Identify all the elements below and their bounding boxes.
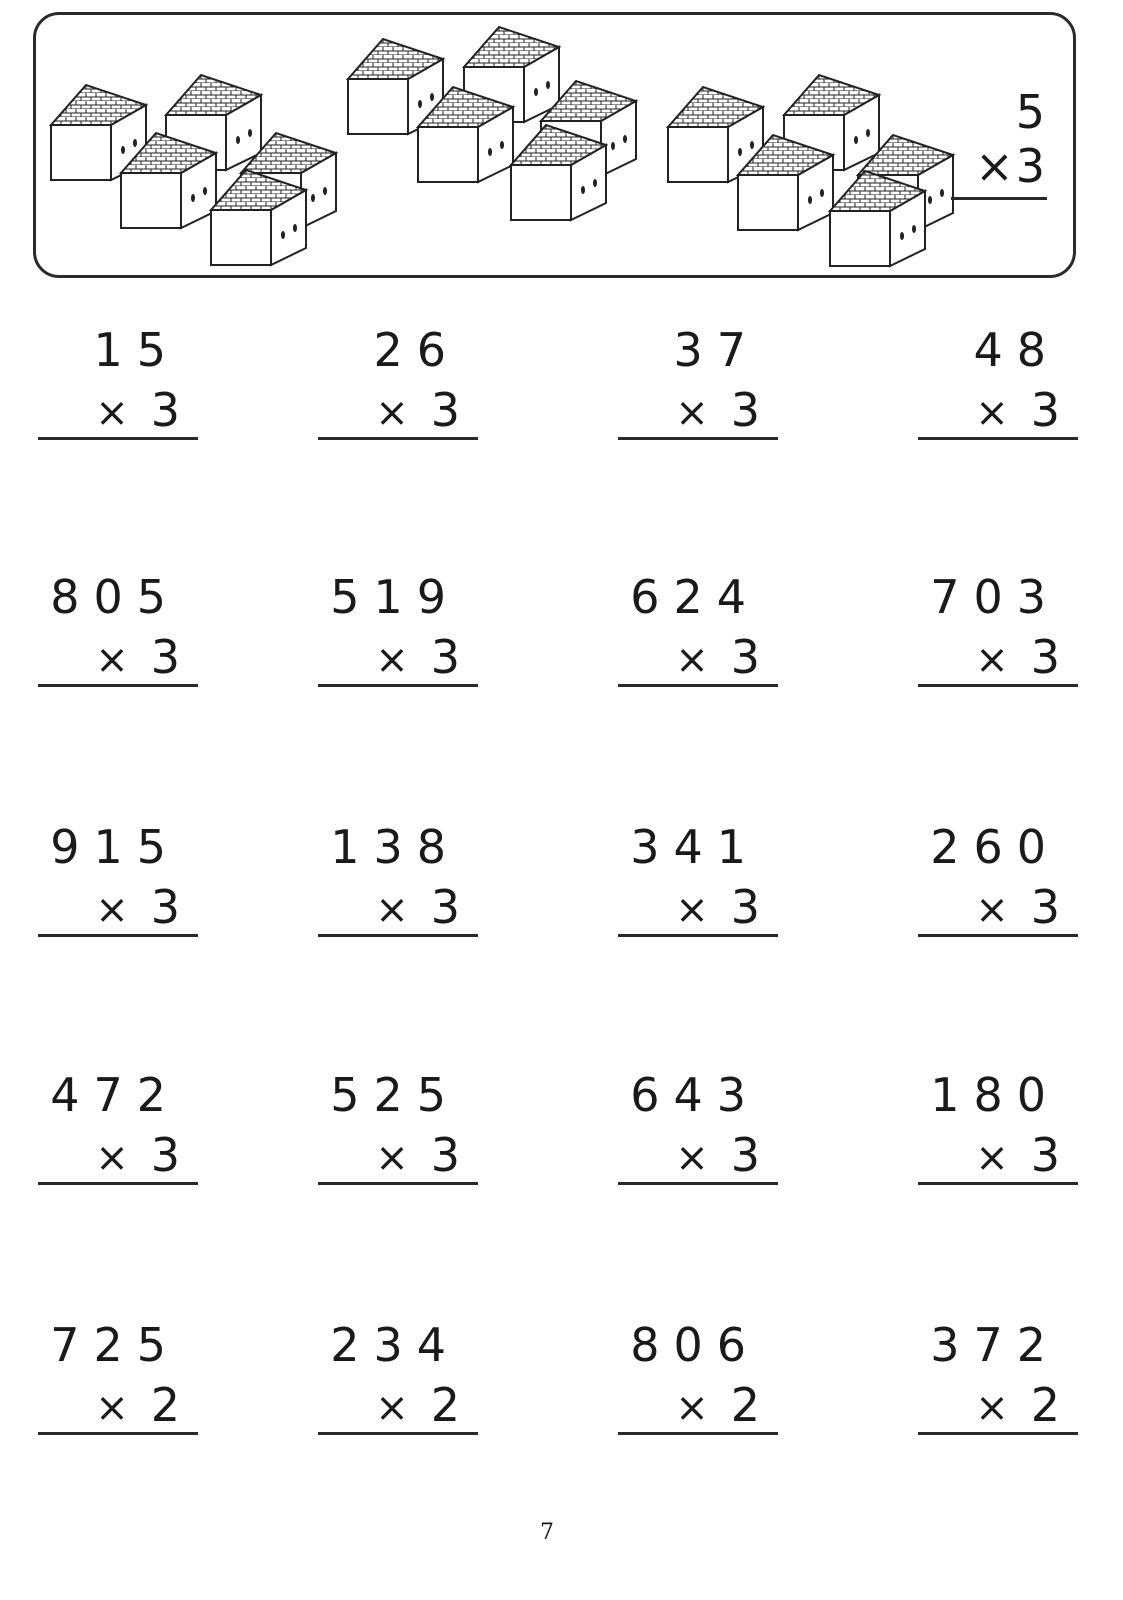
example-multiplier: 3 — [1015, 139, 1047, 193]
multiplication-problem — [318, 822, 478, 942]
multiplier-row — [375, 632, 460, 685]
multiplication-problem — [918, 822, 1078, 942]
answer-line — [618, 1432, 778, 1435]
multiplier-row — [975, 632, 1060, 685]
multiplicand: 37 — [673, 323, 760, 377]
times-sign: × — [375, 1385, 409, 1431]
multiplication-problem — [618, 572, 778, 692]
multiplication-problem — [918, 572, 1078, 692]
multiplication-problem — [318, 325, 478, 445]
example-multiplier-row — [951, 139, 1047, 200]
multiplication-problem — [918, 1070, 1078, 1190]
multiplier-row — [375, 1130, 460, 1183]
multiplicand: 180 — [930, 1068, 1060, 1122]
multiplicand: 725 — [50, 1318, 180, 1372]
multiplicand: 15 — [93, 323, 180, 377]
multiplier: 3 — [1030, 383, 1060, 437]
multiplicand: 806 — [630, 1318, 760, 1372]
multiplier-row — [375, 385, 460, 438]
multiplier: 3 — [730, 383, 760, 437]
multiplier-row — [975, 1380, 1060, 1433]
multiplication-problem — [918, 1320, 1078, 1440]
multiplicand: 26 — [373, 323, 460, 377]
times-sign: × — [375, 390, 409, 436]
multiplicand: 624 — [630, 570, 760, 624]
multiplicand: 372 — [930, 1318, 1060, 1372]
multiplication-problem — [618, 325, 778, 445]
multiplier: 2 — [150, 1378, 180, 1432]
multiplier: 3 — [1030, 880, 1060, 934]
times-sign: × — [975, 887, 1009, 933]
multiplication-problem — [318, 572, 478, 692]
multiplication-problem — [38, 822, 198, 942]
answer-line — [38, 684, 198, 687]
multiplication-problem — [38, 1070, 198, 1190]
multiplier-row — [95, 882, 180, 935]
multiplicand: 519 — [330, 570, 460, 624]
multiplier-row — [675, 882, 760, 935]
times-sign: × — [95, 1385, 129, 1431]
multiplier-row — [375, 1380, 460, 1433]
answer-line — [38, 1182, 198, 1185]
times-sign: × — [95, 637, 129, 683]
multiplicand: 341 — [630, 820, 760, 874]
answer-line — [918, 684, 1078, 687]
multiplier: 2 — [730, 1378, 760, 1432]
multiplicand: 525 — [330, 1068, 460, 1122]
multiplier: 3 — [430, 630, 460, 684]
example-problem — [951, 85, 1047, 200]
multiplicand: 703 — [930, 570, 1060, 624]
answer-line — [618, 1182, 778, 1185]
multiplier-row — [975, 1130, 1060, 1183]
answer-line — [918, 1182, 1078, 1185]
times-sign: × — [375, 1135, 409, 1181]
multiplier-row — [95, 1380, 180, 1433]
multiplier: 3 — [430, 383, 460, 437]
multiplier-row — [95, 1130, 180, 1183]
times-sign: × — [975, 1135, 1009, 1181]
times-sign: × — [975, 1385, 1009, 1431]
multiplier: 2 — [430, 1378, 460, 1432]
times-sign: × — [975, 637, 1009, 683]
times-sign: × — [375, 637, 409, 683]
multiplier: 3 — [150, 1128, 180, 1182]
multiplier-row — [975, 385, 1060, 438]
answer-line — [318, 1432, 478, 1435]
multiplication-problem — [318, 1320, 478, 1440]
multiplicand: 472 — [50, 1068, 180, 1122]
times-sign: × — [375, 887, 409, 933]
multiplier-row — [95, 385, 180, 438]
multiplicand: 643 — [630, 1068, 760, 1122]
multiplier-row — [675, 1380, 760, 1433]
answer-line — [38, 437, 198, 440]
multiplier: 3 — [1030, 630, 1060, 684]
multiplier: 3 — [730, 630, 760, 684]
multiplier: 2 — [1030, 1378, 1060, 1432]
multiplication-problem — [918, 325, 1078, 445]
answer-line — [618, 934, 778, 937]
answer-line — [38, 934, 198, 937]
example-number: 5 — [1015, 85, 1047, 139]
multiplier: 3 — [150, 880, 180, 934]
answer-line — [618, 684, 778, 687]
multiplicand: 260 — [930, 820, 1060, 874]
times-sign: × — [975, 390, 1009, 436]
multiplicand: 805 — [50, 570, 180, 624]
times-sign: × — [675, 637, 709, 683]
times-sign: × — [675, 1385, 709, 1431]
times-sign: × — [95, 390, 129, 436]
times-sign: × — [675, 390, 709, 436]
multiplier: 3 — [150, 630, 180, 684]
multiplier: 3 — [730, 880, 760, 934]
multiplier: 3 — [730, 1128, 760, 1182]
multiplicand: 234 — [330, 1318, 460, 1372]
multiplication-problem — [38, 325, 198, 445]
multiplier: 3 — [150, 383, 180, 437]
multiplication-problem — [618, 1070, 778, 1190]
multiplication-problem — [38, 572, 198, 692]
times-sign: × — [975, 139, 1016, 193]
multiplicand: 48 — [973, 323, 1060, 377]
multiplicand: 915 — [50, 820, 180, 874]
answer-line — [38, 1432, 198, 1435]
multiplier-row — [975, 882, 1060, 935]
answer-line — [318, 437, 478, 440]
answer-line — [618, 437, 778, 440]
multiplication-problem — [318, 1070, 478, 1190]
multiplication-problem — [38, 1320, 198, 1440]
village-banner — [33, 12, 1076, 278]
multiplication-problem — [618, 1320, 778, 1440]
answer-line — [318, 684, 478, 687]
multiplication-problem — [618, 822, 778, 942]
page-number: 7 — [540, 1520, 554, 1545]
multiplier: 3 — [1030, 1128, 1060, 1182]
answer-line — [918, 1432, 1078, 1435]
houses-illustration — [36, 15, 1079, 281]
multiplier: 3 — [430, 1128, 460, 1182]
times-sign: × — [675, 887, 709, 933]
multiplier-row — [675, 1130, 760, 1183]
multiplier-row — [375, 882, 460, 935]
times-sign: × — [675, 1135, 709, 1181]
multiplier-row — [95, 632, 180, 685]
multiplier: 3 — [430, 880, 460, 934]
multiplicand: 138 — [330, 820, 460, 874]
multiplier-row — [675, 385, 760, 438]
answer-line — [918, 934, 1078, 937]
multiplier-row — [675, 632, 760, 685]
answer-line — [318, 934, 478, 937]
times-sign: × — [95, 887, 129, 933]
answer-line — [918, 437, 1078, 440]
answer-line — [318, 1182, 478, 1185]
times-sign: × — [95, 1135, 129, 1181]
